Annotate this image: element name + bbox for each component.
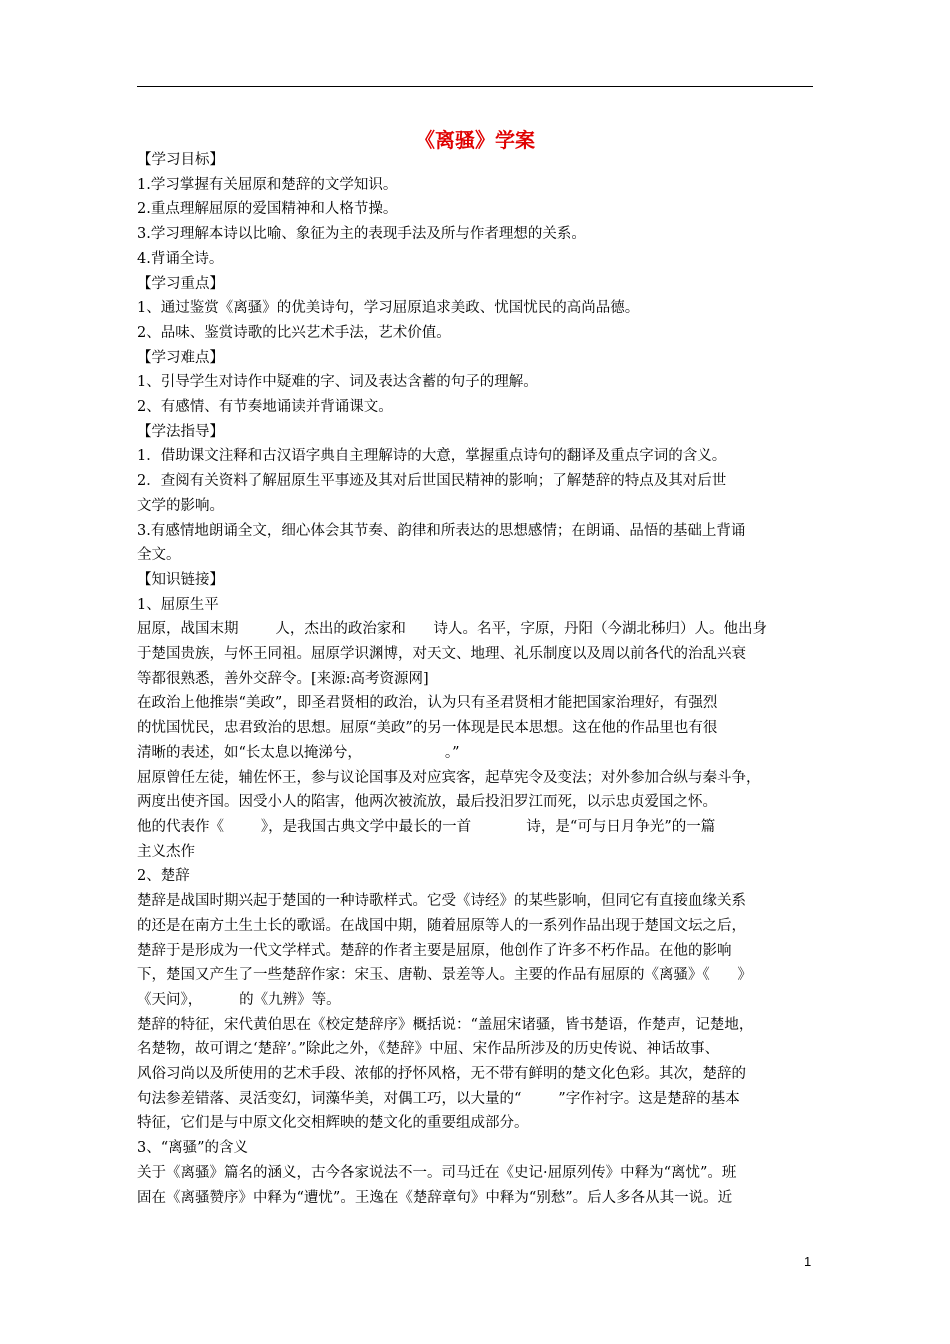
text-line: 3.学习理解本诗以比喻、象征为主的表现手法及所与作者理想的关系。 — [137, 226, 586, 243]
text-line: 他的代表作《 》，是我国古典文学中最长的一首 诗，是“可与日月争光”的一篇 — [137, 818, 716, 835]
text-line: 《天问》， 的《九辨》等。 — [137, 991, 341, 1008]
text-line: 特征，它们是与中原文化交相辉映的楚文化的重要组成部分。 — [137, 1115, 529, 1132]
section-heading: 【学习目标】 — [137, 152, 224, 168]
text-line: 固在《离骚赞序》中释为“遭忧”。王逸在《楚辞章句》中释为“别愁”。后人多各从其一说。近 — [137, 1189, 733, 1206]
text-line: 句法参差错落、灵活变幻，词藻华美，对偶工巧，以大量的“ ”字作衬字。这是楚辞的基本 — [137, 1090, 740, 1107]
text-line: 2、品味、鉴赏诗歌的比兴艺术手法，艺术价值。 — [137, 324, 451, 341]
header-rule — [137, 86, 813, 87]
page-number: 1 — [804, 1254, 812, 1269]
text-line: 清晰的表述，如“长太息以掩涕兮， 。” — [137, 744, 460, 761]
text-line: 3.有感情地朗诵全文，细心体会其节奏、韵律和所表达的思想感情；在朗诵、品悟的基础上背诵 — [137, 522, 746, 539]
document-body — [137, 148, 817, 1210]
subsection-heading: 1、屈原生平 — [137, 596, 219, 613]
subsection-heading: 3、“离骚”的含义 — [137, 1140, 249, 1157]
text-line: 2.重点理解屈原的爱国精神和人格节操。 — [137, 201, 398, 218]
text-line: 在政治上他推崇“美政”，即圣君贤相的政治，认为只有圣君贤相才能把国家治理好，有强烈 — [137, 695, 718, 712]
text-line: 屈原曾任左徒，辅佐怀王，参与议论国事及对应宾客，起草宪令及变法；对外参加合纵与秦斗争， — [137, 769, 761, 786]
text-line: 楚辞的特征，宋代黄伯思在《校定楚辞序》概括说：“盖屈宋诸骚，皆书楚语，作楚声，记楚地， — [137, 1016, 754, 1033]
text-line: 风俗习尚以及所使用的艺术手段、浓郁的抒怀风格，无不带有鲜明的楚文化色彩。其次，楚辞的 — [137, 1066, 746, 1083]
text-line: 的忧国忧民，忠君致治的思想。屈原“美政”的另一体现是民本思想。这在他的作品里也有很 — [137, 720, 718, 737]
text-line: 等都很熟悉，善外交辞令。[来源:高考资源网] — [137, 670, 429, 687]
text-line: 楚辞于是形成为一代文学样式。楚辞的作者主要是屈原，他创作了许多不朽作品。在他的影响 — [137, 942, 732, 959]
text-line: 主义杰作 — [137, 843, 195, 860]
text-line: 2．查阅有关资料了解屈原生平事迹及其对后世国民精神的影响；了解楚辞的特点及其对后世 — [137, 473, 727, 490]
text-line: 关于《离骚》篇名的涵义，古今各家说法不一。司马迁在《史记·屈原列传》中释为“离忧”。班 — [137, 1164, 737, 1181]
text-line: 1.学习掌握有关屈原和楚辞的文学知识。 — [137, 176, 398, 193]
section-heading: 【知识链接】 — [137, 571, 224, 588]
text-line: 全文。 — [137, 547, 181, 564]
text-line: 名楚物，故可谓之‘楚辞’。”除此之外，《楚辞》中屈、宋作品所涉及的历史传说、神话故事、 — [137, 1041, 720, 1058]
text-line: 于楚国贵族，与怀王同祖。屈原学识渊博，对天文、地理、礼乐制度以及周以前各代的治乱兴衰 — [137, 646, 746, 663]
section-heading: 【学习重点】 — [137, 275, 224, 292]
text-line: 楚辞是战国时期兴起于楚国的一种诗歌样式。它受《诗经》的某些影响，但同它有直接血缘关系 — [137, 893, 746, 910]
document-title: 《离骚》学案 — [415, 128, 535, 152]
section-heading: 【学习难点】 — [137, 349, 224, 366]
text-line: 文学的影响。 — [137, 497, 224, 514]
text-line: 下，楚国又产生了一些楚辞作家：宋玉、唐勒、景差等人。主要的作品有屈原的《离骚》《 》 — [137, 967, 752, 984]
text-line: 1、引导学生对诗作中疑难的字、词及表达含蓄的句子的理解。 — [137, 374, 538, 391]
text-line: 两度出使齐国。因受小人的陷害，他两次被流放，最后投汨罗江而死，以示忠贞爱国之怀。 — [137, 794, 717, 811]
subsection-heading: 2、楚辞 — [137, 868, 190, 885]
text-line: 的还是在南方土生土长的歌谣。在战国中期，随着屈原等人的一系列作品出现于楚国文坛之后， — [137, 917, 746, 934]
text-line: 屈原，战国末期 人，杰出的政治家和 诗人。名平，字原，丹阳（今湖北秭归）人。他出身 — [137, 621, 768, 638]
section-heading: 【学法指导】 — [137, 423, 224, 440]
text-line: 2、有感情、有节奏地诵读并背诵课文。 — [137, 399, 393, 416]
text-line: 1、通过鉴赏《离骚》的优美诗句，学习屈原追求美政、忧国忧民的高尚品德。 — [137, 300, 640, 317]
text-line: 1．借助课文注释和古汉语字典自主理解诗的大意，掌握重点诗句的翻译及重点字词的含义。 — [137, 448, 727, 465]
text-line: 4.背诵全诗。 — [137, 250, 224, 267]
